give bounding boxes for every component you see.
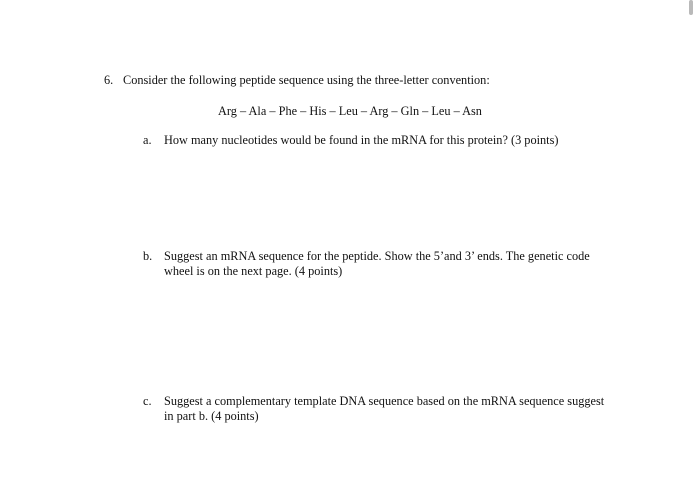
part-c-label: c. <box>143 394 152 408</box>
part-a-text: How many nucleotides would be found in the mRNA for this protein? (3 points) <box>164 133 559 147</box>
part-b-text-line-2: wheel is on the next page. (4 points) <box>164 264 343 278</box>
part-b-label: b. <box>143 249 153 263</box>
part-c-text-line-2: in part b. (4 points) <box>164 409 259 423</box>
part-b-text-line-1: Suggest an mRNA sequence for the peptide. Show the 5’and 3’ ends. The genetic code <box>164 249 590 263</box>
scroll-indicator[interactable] <box>689 0 693 15</box>
part-c-text-line-1: Suggest a complementary template DNA sequence based on the mRNA sequence suggest <box>164 394 605 408</box>
part-a-label: a. <box>143 133 152 147</box>
question-number: 6. <box>104 73 114 87</box>
peptide-sequence <box>0 104 700 119</box>
peptide-sequence-text: Arg – Ala – Phe – His – Leu – Arg – Gln – Leu – Asn <box>218 104 482 118</box>
question-prompt: Consider the following peptide sequence using the three-letter convention: <box>123 73 490 87</box>
